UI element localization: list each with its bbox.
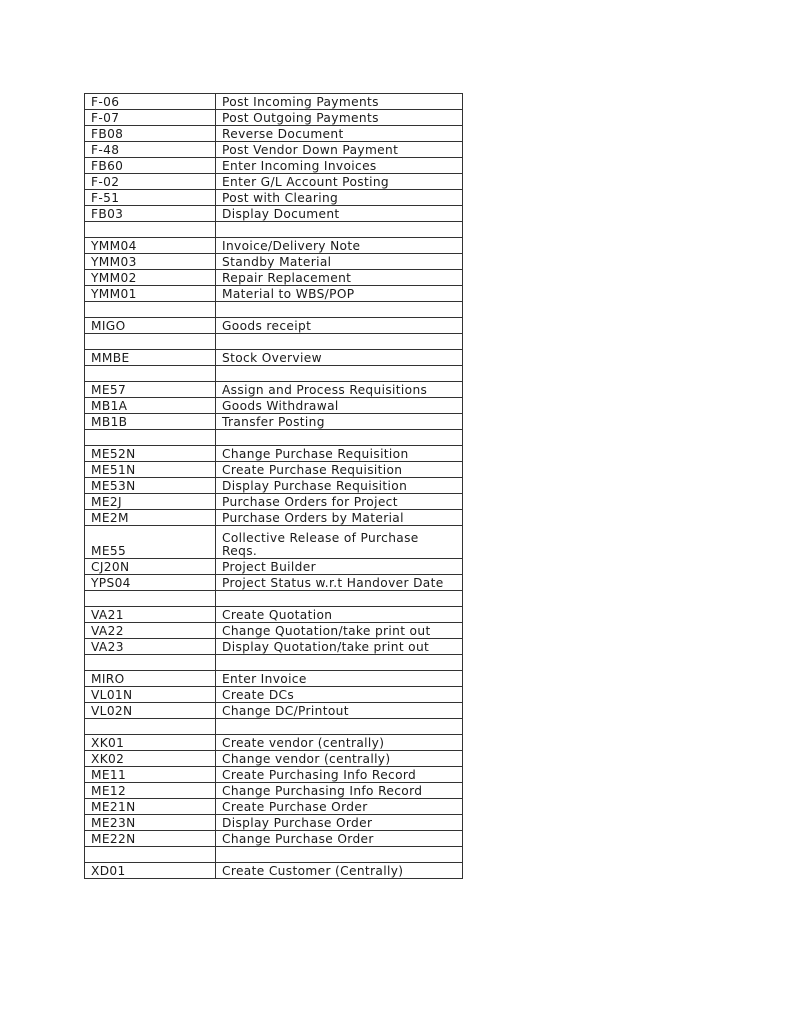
description-cell: Create vendor (centrally) <box>216 735 463 751</box>
table-row <box>85 158 463 174</box>
description-cell: Assign and Process Requisitions <box>216 382 463 398</box>
transaction-code-cell: YMM02 <box>85 270 216 286</box>
transaction-code-cell: F-02 <box>85 174 216 190</box>
table-row <box>85 382 463 398</box>
transaction-code-cell: VA23 <box>85 639 216 655</box>
description-cell <box>216 366 463 382</box>
description-cell: Enter Invoice <box>216 671 463 687</box>
description-cell: Post Vendor Down Payment <box>216 142 463 158</box>
transaction-code-cell: ME2M <box>85 510 216 526</box>
table-row <box>85 767 463 783</box>
transaction-code-cell: ME21N <box>85 799 216 815</box>
empty-row <box>85 655 463 671</box>
description-cell: Create Purchase Order <box>216 799 463 815</box>
description-cell <box>216 222 463 238</box>
description-cell: Change DC/Printout <box>216 703 463 719</box>
description-cell: Display Purchase Requisition <box>216 478 463 494</box>
table-row <box>85 462 463 478</box>
transaction-code-cell <box>85 847 216 863</box>
table-row <box>85 671 463 687</box>
table-row <box>85 446 463 462</box>
empty-row <box>85 222 463 238</box>
description-cell: Create Purchasing Info Record <box>216 767 463 783</box>
transaction-code-cell: ME53N <box>85 478 216 494</box>
transaction-code-cell: XK02 <box>85 751 216 767</box>
table-row <box>85 494 463 510</box>
table-row <box>85 478 463 494</box>
transaction-code-cell <box>85 719 216 735</box>
transaction-code-table <box>84 93 463 879</box>
empty-row <box>85 591 463 607</box>
table-row <box>85 174 463 190</box>
transaction-code-cell: ME22N <box>85 831 216 847</box>
description-cell: Change Purchase Order <box>216 831 463 847</box>
transaction-code-cell: ME2J <box>85 494 216 510</box>
table-body <box>85 94 463 879</box>
transaction-code-cell: ME51N <box>85 462 216 478</box>
description-cell: Display Quotation/take print out <box>216 639 463 655</box>
transaction-code-cell: VA22 <box>85 623 216 639</box>
transaction-code-cell <box>85 334 216 350</box>
empty-row <box>85 847 463 863</box>
table-row <box>85 863 463 879</box>
table-row <box>85 751 463 767</box>
description-cell: Enter Incoming Invoices <box>216 158 463 174</box>
description-cell: Project Builder <box>216 559 463 575</box>
table-row <box>85 607 463 623</box>
table-row <box>85 783 463 799</box>
table-row <box>85 142 463 158</box>
table-row <box>85 110 463 126</box>
transaction-code-cell <box>85 655 216 671</box>
description-cell: Goods Withdrawal <box>216 398 463 414</box>
description-cell: Post Incoming Payments <box>216 94 463 110</box>
description-cell: Display Purchase Order <box>216 815 463 831</box>
table-row <box>85 815 463 831</box>
transaction-code-cell: F-51 <box>85 190 216 206</box>
description-cell: Change Purchasing Info Record <box>216 783 463 799</box>
empty-row <box>85 719 463 735</box>
table-row <box>85 350 463 366</box>
transaction-code-cell: F-48 <box>85 142 216 158</box>
transaction-code-cell <box>85 591 216 607</box>
table-row <box>85 526 463 559</box>
table-row <box>85 735 463 751</box>
description-cell: Standby Material <box>216 254 463 270</box>
description-cell: Display Document <box>216 206 463 222</box>
transaction-code-cell: MIRO <box>85 671 216 687</box>
table-row <box>85 126 463 142</box>
description-cell <box>216 847 463 863</box>
description-cell <box>216 430 463 446</box>
transaction-code-cell <box>85 366 216 382</box>
description-cell: Post Outgoing Payments <box>216 110 463 126</box>
transaction-code-cell: F-07 <box>85 110 216 126</box>
description-cell <box>216 719 463 735</box>
table-row <box>85 238 463 254</box>
table-row <box>85 190 463 206</box>
transaction-code-cell: YMM04 <box>85 238 216 254</box>
table-row <box>85 831 463 847</box>
transaction-code-cell: ME52N <box>85 446 216 462</box>
description-cell: Change Quotation/take print out <box>216 623 463 639</box>
description-cell: Stock Overview <box>216 350 463 366</box>
empty-row <box>85 430 463 446</box>
description-cell: Enter G/L Account Posting <box>216 174 463 190</box>
description-cell: Collective Release of Purchase Reqs. <box>216 526 463 559</box>
transaction-code-cell <box>85 302 216 318</box>
transaction-code-cell: VL01N <box>85 687 216 703</box>
transaction-code-cell: ME23N <box>85 815 216 831</box>
table-row <box>85 575 463 591</box>
description-cell: Purchase Orders for Project <box>216 494 463 510</box>
transaction-code-cell: XK01 <box>85 735 216 751</box>
description-cell <box>216 591 463 607</box>
description-cell: Create Purchase Requisition <box>216 462 463 478</box>
transaction-code-cell: YMM01 <box>85 286 216 302</box>
description-cell: Repair Replacement <box>216 270 463 286</box>
description-cell: Purchase Orders by Material <box>216 510 463 526</box>
description-cell: Reverse Document <box>216 126 463 142</box>
description-cell: Create Quotation <box>216 607 463 623</box>
description-cell: Change Purchase Requisition <box>216 446 463 462</box>
description-cell: Project Status w.r.t Handover Date <box>216 575 463 591</box>
transaction-code-cell: ME55 <box>85 526 216 559</box>
table-row <box>85 510 463 526</box>
transaction-code-cell: ME12 <box>85 783 216 799</box>
table-row <box>85 703 463 719</box>
description-cell: Create DCs <box>216 687 463 703</box>
table-row <box>85 398 463 414</box>
description-cell: Goods receipt <box>216 318 463 334</box>
transaction-code-cell: VL02N <box>85 703 216 719</box>
description-cell: Invoice/Delivery Note <box>216 238 463 254</box>
transaction-code-cell: MMBE <box>85 350 216 366</box>
transaction-code-cell: F-06 <box>85 94 216 110</box>
transaction-code-cell: FB03 <box>85 206 216 222</box>
transaction-code-cell: ME57 <box>85 382 216 398</box>
empty-row <box>85 366 463 382</box>
table-row <box>85 318 463 334</box>
transaction-code-cell: VA21 <box>85 607 216 623</box>
table-row <box>85 414 463 430</box>
description-cell: Post with Clearing <box>216 190 463 206</box>
table-row <box>85 270 463 286</box>
transaction-code-cell <box>85 222 216 238</box>
transaction-code-cell: XD01 <box>85 863 216 879</box>
empty-row <box>85 334 463 350</box>
table-row <box>85 623 463 639</box>
description-cell <box>216 334 463 350</box>
table-row <box>85 286 463 302</box>
transaction-code-cell <box>85 430 216 446</box>
description-cell: Material to WBS/POP <box>216 286 463 302</box>
description-cell <box>216 302 463 318</box>
description-cell <box>216 655 463 671</box>
table-row <box>85 559 463 575</box>
transaction-code-cell: FB60 <box>85 158 216 174</box>
table-row <box>85 94 463 110</box>
transaction-code-cell: MB1B <box>85 414 216 430</box>
description-cell: Create Customer (Centrally) <box>216 863 463 879</box>
table-row <box>85 639 463 655</box>
table-row <box>85 687 463 703</box>
transaction-code-cell: CJ20N <box>85 559 216 575</box>
description-cell: Transfer Posting <box>216 414 463 430</box>
transaction-code-cell: ME11 <box>85 767 216 783</box>
transaction-code-cell: MB1A <box>85 398 216 414</box>
transaction-code-cell: YMM03 <box>85 254 216 270</box>
table-row <box>85 799 463 815</box>
transaction-code-cell: FB08 <box>85 126 216 142</box>
empty-row <box>85 302 463 318</box>
table-row <box>85 206 463 222</box>
transaction-code-cell: YPS04 <box>85 575 216 591</box>
transaction-code-cell: MIGO <box>85 318 216 334</box>
table-row <box>85 254 463 270</box>
description-cell: Change vendor (centrally) <box>216 751 463 767</box>
